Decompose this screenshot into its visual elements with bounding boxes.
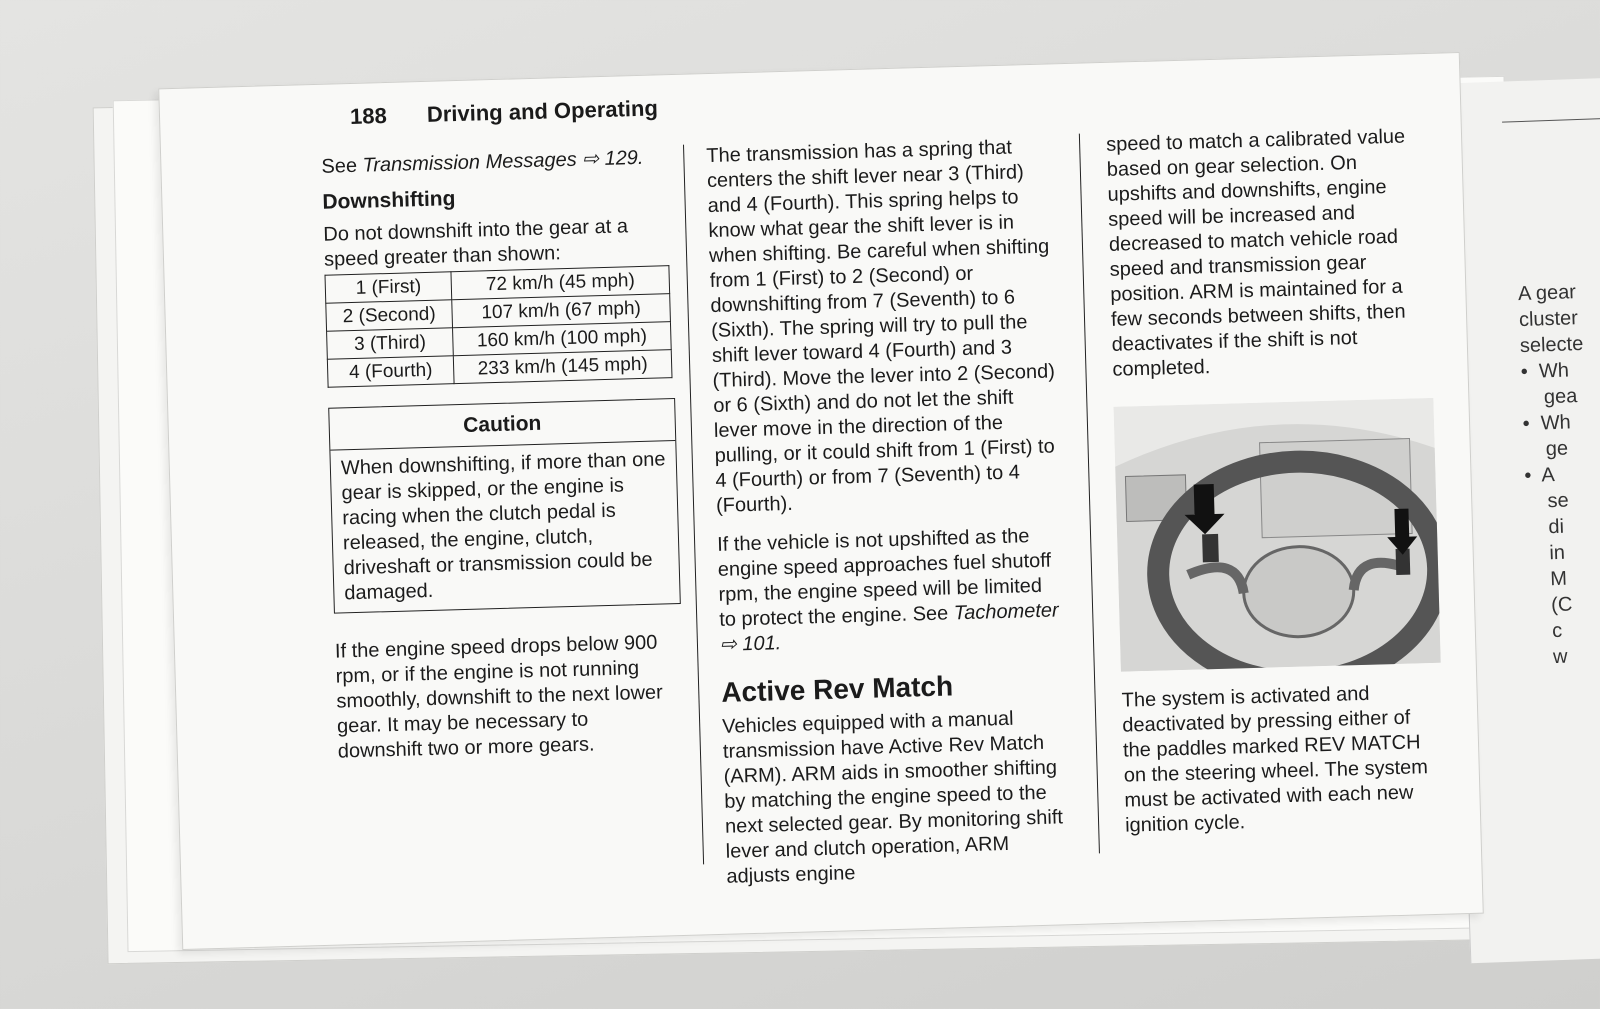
upshift-text: If the vehicle is not upshifted as the engine speed approaches fuel shutoff rpm, the engine speed will be limited to protect the engine. See	[716, 525, 1052, 631]
downshifting-intro: Do not downshift into the gear at a speed greater than shown:	[323, 215, 629, 271]
system-activation-paragraph: The system is activated and deactivated by pressing either of the paddles marked REV MATCH on the steering wheel. The system must be activated with each new ignition cycle.	[1121, 682, 1429, 837]
column-divider	[683, 145, 704, 865]
gear-cell: 3 (Third)	[327, 328, 454, 360]
section-title: Driving and Operating	[426, 95, 659, 127]
facing-page-rule	[1502, 118, 1600, 122]
page-number: 188	[349, 102, 388, 129]
see-prefix: See	[321, 154, 363, 178]
manual-page	[158, 52, 1484, 950]
column-1	[321, 145, 673, 764]
speed-table	[324, 265, 672, 388]
speed-cell: 107 km/h (67 mph)	[452, 294, 671, 328]
column-3	[1106, 124, 1446, 839]
upshift-paragraph	[717, 523, 1065, 658]
active-rev-match-heading: Active Rev Match	[720, 670, 954, 708]
see-reference	[321, 145, 657, 179]
page-header	[350, 95, 658, 130]
caution-box	[328, 398, 681, 614]
steering-wheel-illustration	[1113, 398, 1440, 672]
speed-cell: 160 km/h (100 mph)	[453, 322, 672, 356]
gear-cell: 1 (First)	[325, 272, 452, 304]
tachometer-link[interactable]: Tachometer	[953, 599, 1059, 625]
column-2	[706, 134, 1072, 889]
gear-cell: 4 (Fourth)	[327, 356, 454, 388]
arm-paragraph: Vehicles equipped with a manual transmission have Active Rev Match (ARM). ARM aids in smoother shifting by matching the engine speed to the next selected gear. By monitoring shift lever and clutch operation, ARM adjusts engine	[721, 707, 1064, 888]
facing-page-text: A gear cluster selecte • Wh gea • Wh ge • A se di in M (C c w	[1517, 281, 1584, 669]
page-ref: ⇨ 129.	[576, 146, 644, 171]
downshifting-heading: Downshifting	[322, 187, 456, 214]
transmission-messages-link[interactable]: Transmission Messages	[362, 148, 577, 177]
gear-cell: 2 (Second)	[326, 300, 453, 332]
low-rpm-paragraph: If the engine speed drops below 900 rpm, or if the engine is not running smoothly, downshift to the next lower gear. It may be necessary to downshift two or more gears.	[334, 631, 664, 763]
speed-cell: 233 km/h (145 mph)	[453, 350, 672, 384]
page-ref: ⇨ 101.	[719, 632, 782, 656]
arm-continued-paragraph: speed to match a calibrated value based on gear selection. On upshifts and downshifts, engine speed will be increased and decreased to match vehicle road speed and transmission gear position. ARM is maintained for a few seconds between shifts, then deactivates if the shift is not completed.	[1105, 125, 1406, 381]
column-divider	[1079, 134, 1100, 854]
caution-text: When downshifting, if more than one gear is skipped, or the engine is racing when the clutch pedal is released, the engine, clutch, driveshaft or transmission could be damaged.	[340, 448, 666, 605]
speed-cell: 72 km/h (45 mph)	[451, 266, 670, 300]
spring-paragraph: The transmission has a spring that centers the shift lever near 3 (Third) and 4 (Fourth). This spring helps to know what gear the shift lever is in when shifting. Be careful when shifting from 1 (First) to 2 (Second) or downshifting from 7 (Seventh) to 6 (Sixth). The spring will try to pull the shift lever toward 4 (Fourth) and 3 (Third). Move the lever into 2 (Second) or 6 (Sixth) and do not let the shift lever move in the direction of the pulling, or it could shift from 1 (First) to 4 (Fourth) or from 7 (Seventh) to 4 (Fourth).	[706, 136, 1056, 517]
caution-title: Caution	[329, 399, 675, 451]
